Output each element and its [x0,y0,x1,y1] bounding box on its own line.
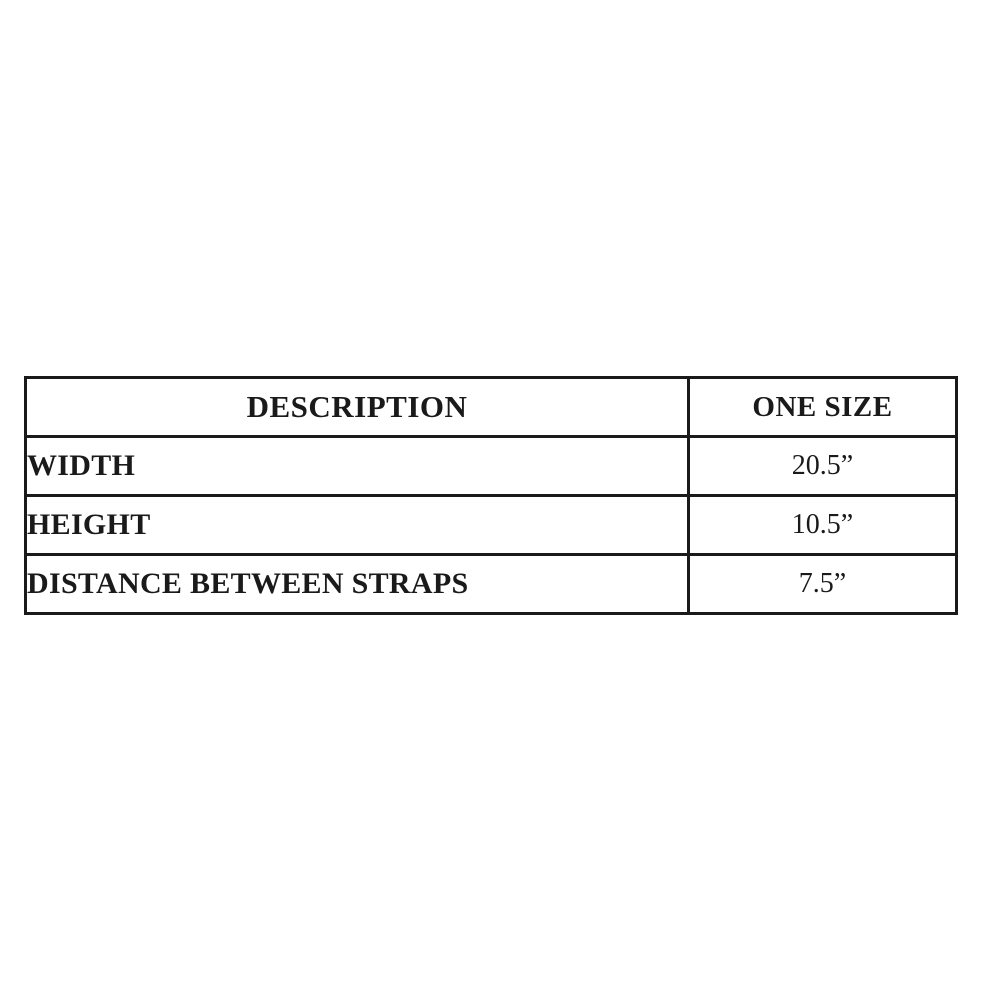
table-row [26,555,957,614]
row-value-height: 10.5” [689,496,957,555]
row-value-distance-between-straps: 7.5” [689,555,957,614]
row-label-height: HEIGHT [26,496,689,555]
column-header-description: DESCRIPTION [26,378,689,437]
table-header-row [26,378,957,437]
column-header-one-size: ONE SIZE [689,378,957,437]
row-label-width: WIDTH [26,437,689,496]
table-row [26,437,957,496]
row-value-width: 20.5” [689,437,957,496]
row-label-distance-between-straps: DISTANCE BETWEEN STRAPS [26,555,689,614]
size-chart-table [24,376,958,615]
table-row [26,496,957,555]
